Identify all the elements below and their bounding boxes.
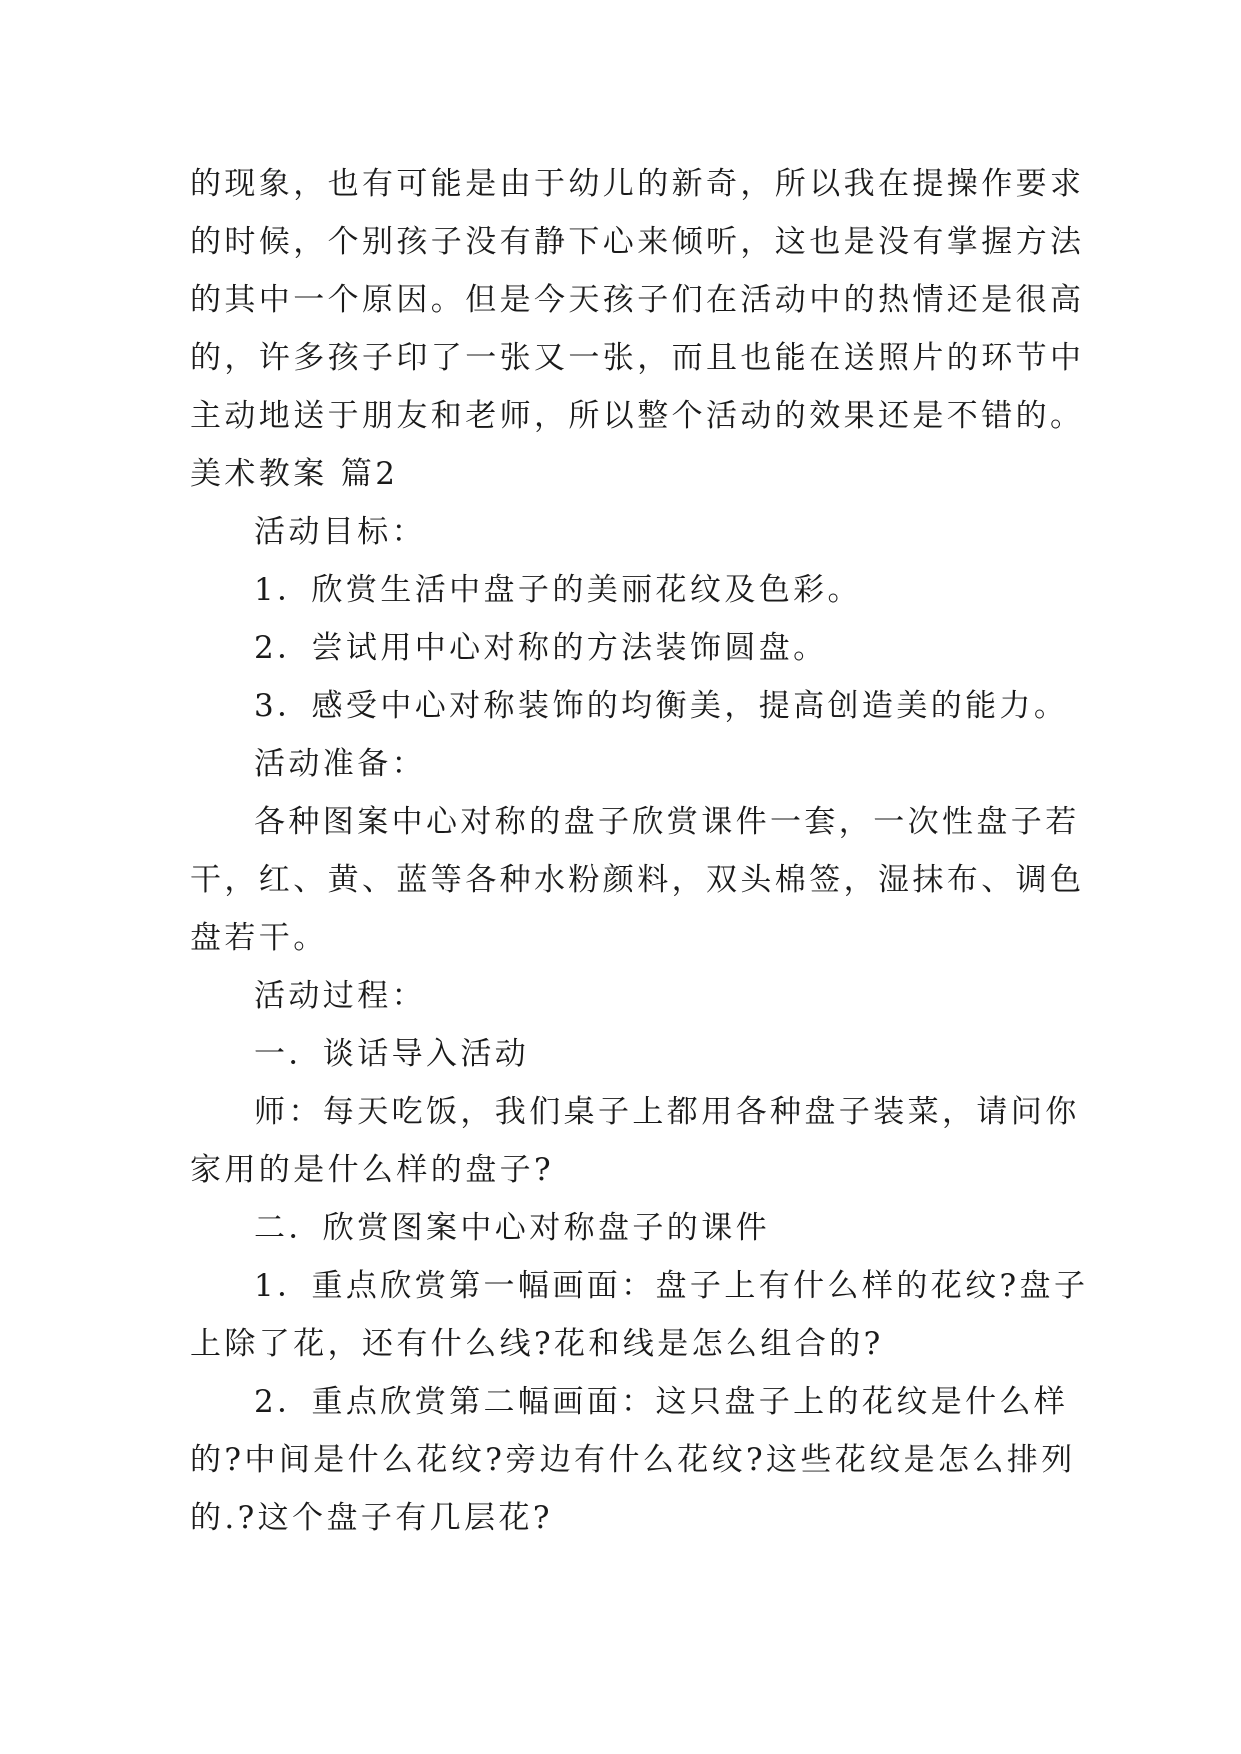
subheading-activity-preparation: 活动准备： <box>254 746 426 782</box>
process-step-heading: 一．谈话导入活动 <box>254 1036 530 1072</box>
body-text-line: 干，红、黄、蓝等各种水粉颜料，双头棉签，湿抹布、调色 <box>190 862 1085 898</box>
body-text-line: 各种图案中心对称的盘子欣赏课件一套，一次性盘子若 <box>254 804 1080 840</box>
body-text-line: 1．重点欣赏第一幅画面：盘子上有什么样的花纹?盘子 <box>254 1268 1089 1304</box>
subheading-activity-process: 活动过程： <box>254 978 426 1014</box>
body-text-line: 的时候，个别孩子没有静下心来倾听，这也是没有掌握方法 <box>190 224 1085 260</box>
goal-item: 1．欣赏生活中盘子的美丽花纹及色彩。 <box>254 572 862 608</box>
body-text-line: 主动地送于朋友和老师，所以整个活动的效果还是不错的。 <box>190 398 1085 434</box>
body-text-line: 的，许多孩子印了一张又一张，而且也能在送照片的环节中 <box>190 340 1085 376</box>
body-text-line: 家用的是什么样的盘子? <box>190 1152 555 1188</box>
body-text-line: 师：每天吃饭，我们桌子上都用各种盘子装菜，请问你 <box>254 1094 1080 1130</box>
body-text-line: 2．重点欣赏第二幅画面：这只盘子上的花纹是什么样 <box>254 1384 1069 1420</box>
subheading-activity-goals: 活动目标： <box>254 514 426 550</box>
body-text-line: 的.?这个盘子有几层花? <box>190 1500 553 1536</box>
body-text-line: 的现象，也有可能是由于幼儿的新奇，所以我在提操作要求 <box>190 166 1085 202</box>
body-text-line: 的其中一个原因。但是今天孩子们在活动中的热情还是很高 <box>190 282 1085 318</box>
body-text-line: 上除了花，还有什么线?花和线是怎么组合的? <box>190 1326 884 1362</box>
goal-item: 3．感受中心对称装饰的均衡美，提高创造美的能力。 <box>254 688 1069 724</box>
section-heading: 美术教案 篇2 <box>190 456 399 492</box>
body-text-line: 的?中间是什么花纹?旁边有什么花纹?这些花纹是怎么排列 <box>190 1442 1076 1478</box>
process-step-heading: 二．欣赏图案中心对称盘子的课件 <box>254 1210 770 1246</box>
goal-item: 2．尝试用中心对称的方法装饰圆盘。 <box>254 630 828 666</box>
body-text-line: 盘若干。 <box>190 920 328 956</box>
